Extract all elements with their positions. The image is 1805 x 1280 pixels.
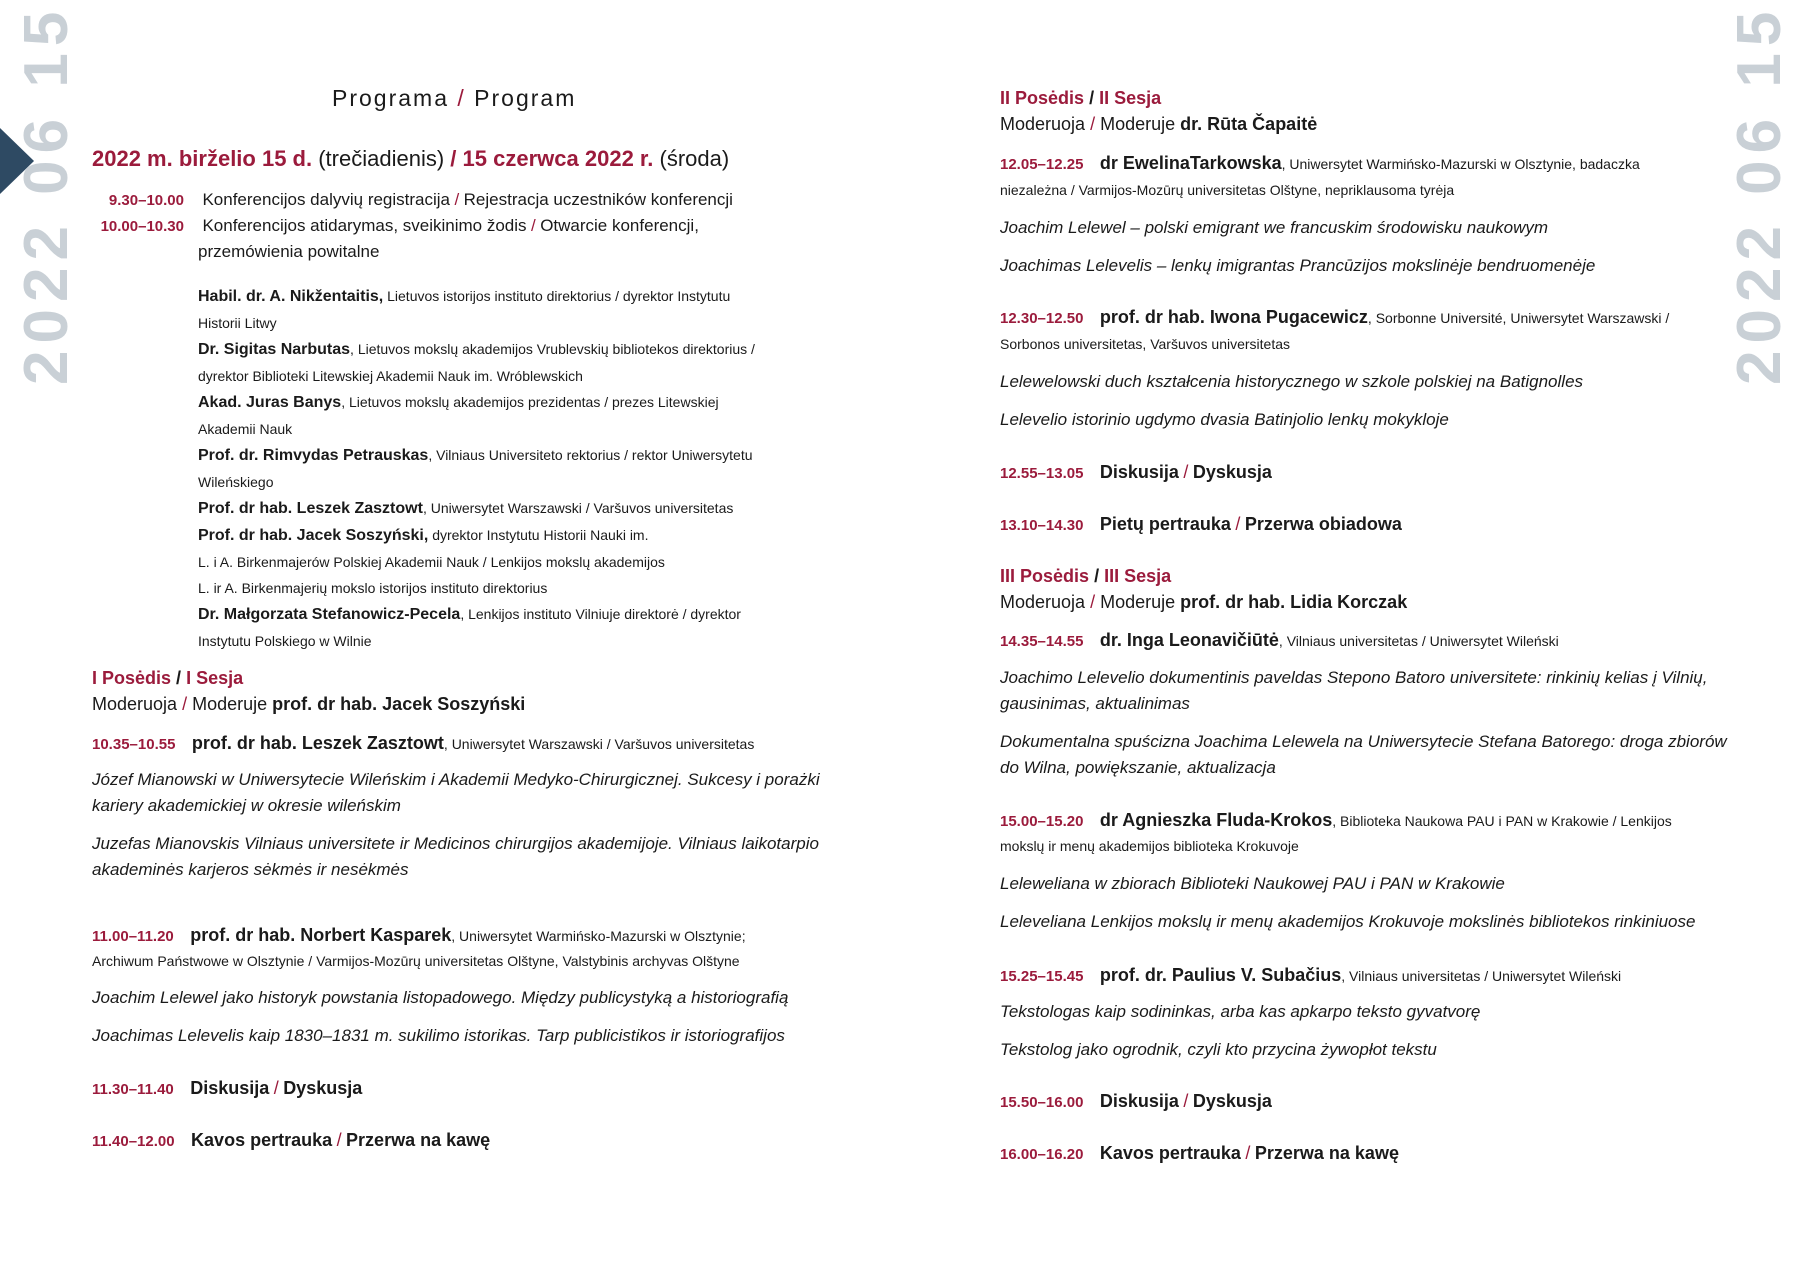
welcomer — [198, 495, 838, 522]
welcomer-role-cont: Wileńskiego — [198, 474, 274, 490]
welcomer-role: Lietuvos istorijos instituto direktorius / dyrektor Instytutu — [383, 288, 731, 304]
speaker-affiliation: , Biblioteka Naukowa PAU i PAN w Krakowie / Lenkijos — [1332, 813, 1672, 829]
separator: / — [1090, 592, 1096, 612]
item-lt: Diskusija — [190, 1078, 270, 1098]
talk-title-lt-cont: akademinės karjeros sėkmės ir nesėkmės — [92, 860, 409, 879]
session-2-moderator — [1000, 114, 1317, 135]
speaker-affiliation-cont: niezależna / Varmijos-Mozūrų universitetas Olštyne, nepriklausoma tyrėja — [1000, 182, 1455, 198]
item-pl: Rejestracja uczestników konferencji — [463, 190, 733, 209]
item-lt: Kavos pertrauka — [191, 1130, 333, 1150]
talk-title-pl: Dokumentalna spuścizna Joachima Lelewela na Uniwersytecie Stefana Batorego: droga zbiorów — [1000, 732, 1727, 751]
date-pl: 15 czerwca 2022 r. — [462, 146, 654, 171]
mod-label-lt: Moderuoja — [1000, 114, 1086, 134]
item-lt: Konferencijos atidarymas, sveikinimo žodis — [202, 216, 527, 235]
talk-row — [92, 733, 754, 754]
day-pl: (środa) — [659, 146, 730, 171]
separator: / — [1183, 1091, 1189, 1111]
welcomer-name: Prof. dr hab. Leszek Zasztowt — [198, 500, 423, 517]
speaker-affiliation: , Sorbonne Université, Uniwersytet Warszawski / — [1367, 310, 1670, 326]
separator: / — [273, 1078, 279, 1098]
talk-row — [1000, 965, 1621, 986]
talk-title-pl: Joachim Lelewel jako historyk powstania listopadowego. Między publicystyką a historiografią — [92, 988, 789, 1007]
separator: / — [1245, 1143, 1251, 1163]
session-lt: II Posėdis — [1000, 88, 1085, 108]
separator: / — [531, 216, 536, 235]
mod-label-pl: Moderuje — [192, 694, 268, 714]
talk-title-pl: Joachim Lelewel – polski emigrant we francuskim środowisku naukowym — [1000, 218, 1549, 237]
welcomer-name: Dr. Sigitas Narbutas — [198, 341, 351, 358]
talk-title-pl: Leleweliana w zbiorach Biblioteki Naukowej PAU i PAN w Krakowie — [1000, 874, 1505, 893]
time-slot: 11.30–11.40 — [92, 1081, 174, 1098]
separator: / — [176, 668, 182, 688]
speaker-name: prof. dr hab. Leszek Zasztowt — [191, 733, 444, 753]
session-3-heading — [1000, 566, 1171, 587]
talk-title-lt: Joachimas Lelevelis – lenkų imigrantas Prancūzijos mokslinėje bendruomenėje — [1000, 256, 1596, 275]
item-pl: Przerwa obiadowa — [1244, 514, 1402, 534]
speaker-name: dr EwelinaTarkowska — [1099, 153, 1282, 173]
session-pl: III Sesja — [1104, 566, 1172, 586]
welcomer — [198, 283, 838, 310]
time-slot: 12.30–12.50 — [1000, 310, 1084, 327]
talk-title-lt: Leleveliana Lenkijos mokslų ir menų akademijos Krokuvoje mokslinės bibliotekos rinkiniuose — [1000, 912, 1696, 931]
vertical-date-right: 2022 06 15 — [1725, 4, 1794, 385]
program-title-lt: Programa — [332, 85, 449, 111]
separator: / — [450, 146, 457, 171]
talk-title-lt: Tekstologas kaip sodininkas, arba kas apkarpo teksto gyvatvorę — [1000, 1002, 1481, 1021]
item-lt: Pietų pertrauka — [1099, 514, 1231, 534]
mod-label-pl: Moderuje — [1100, 592, 1176, 612]
welcomer-role-cont: Instytutu Polskiego w Wilnie — [198, 633, 372, 649]
session-lt: III Posėdis — [1000, 566, 1090, 586]
speaker-name: prof. dr hab. Norbert Kasparek — [190, 925, 452, 945]
welcomer-role-cont: Akademii Nauk — [198, 421, 293, 437]
item-lt: Kavos pertrauka — [1099, 1143, 1241, 1163]
welcomer-role: , Uniwersytet Warszawski / Varšuvos universitetas — [422, 500, 734, 516]
talk-title-pl-cont: kariery akademickiej w okresie wileńskim — [92, 796, 401, 815]
talk-title-pl: Lelewelowski duch kształcenia historycznego w szkole polskiej na Batignolles — [1000, 372, 1584, 391]
speaker-affiliation: , Uniwersytet Warmińsko-Mazurski w Olsztynie, badaczka — [1281, 156, 1640, 172]
time-slot: 13.10–14.30 — [1000, 517, 1084, 534]
time-slot: 11.00–11.20 — [92, 928, 174, 945]
talk-title-lt-cont: gausinimas, aktualinimas — [1000, 694, 1190, 713]
separator: / — [457, 85, 466, 111]
welcome-speakers-list — [198, 283, 838, 654]
separator: / — [336, 1130, 342, 1150]
item-pl: Przerwa na kawę — [346, 1130, 491, 1150]
welcomer — [198, 336, 838, 363]
separator: / — [1089, 88, 1095, 108]
discussion-row — [1000, 1091, 1272, 1112]
session-pl: I Sesja — [186, 668, 244, 688]
session-lt: I Posėdis — [92, 668, 172, 688]
moderator-name: prof. dr hab. Lidia Korczak — [1180, 592, 1408, 612]
welcomer — [198, 389, 838, 416]
moderator-name: dr. Rūta Čapaitė — [1180, 114, 1318, 134]
time-slot: 14.35–14.55 — [1000, 633, 1084, 650]
speaker-affiliation: , Vilniaus universitetas / Uniwersytet Wileński — [1341, 968, 1622, 984]
item-pl: Przerwa na kawę — [1254, 1143, 1399, 1163]
talk-row — [1000, 153, 1640, 174]
session-1-heading — [92, 668, 243, 689]
separator: / — [182, 694, 188, 714]
time-slot: 12.55–13.05 — [1000, 465, 1084, 482]
item-pl: Otwarcie konferencji, — [540, 216, 699, 235]
welcomer-role: , Lietuvos mokslų akademijos Vrublevskių bibliotekos direktorius / — [350, 341, 755, 357]
welcomer — [198, 442, 838, 469]
welcomer-role: , Lenkijos instituto Vilniuje direktorė / dyrektor — [460, 606, 741, 622]
date-lt: 2022 m. birželio 15 d. — [92, 146, 313, 171]
speaker-name: dr Agnieszka Fluda-Krokos — [1099, 810, 1333, 830]
time-slot: 16.00–16.20 — [1000, 1146, 1084, 1163]
talk-title-lt: Joachimo Lelevelio dokumentinis paveldas Stepono Batoro universitete: rinkinių kelias į Vilnių, — [1000, 668, 1708, 687]
welcomer — [198, 522, 838, 549]
welcomer-name: Habil. dr. A. Nikžentaitis, — [198, 288, 384, 305]
session-3-moderator — [1000, 592, 1407, 613]
item-lt: Konferencijos dalyvių registracija — [202, 190, 451, 209]
schedule-row-registration — [92, 190, 733, 210]
item-pl-cont: przemówienia powitalne — [198, 242, 380, 261]
talk-title-lt: Joachimas Lelevelis kaip 1830–1831 m. sukilimo istorikas. Tarp publicistikos ir istoriografijos — [92, 1026, 785, 1045]
welcomer-name: Akad. Juras Banys — [198, 394, 342, 411]
talk-row — [1000, 307, 1669, 328]
program-title-pl: Program — [474, 85, 577, 111]
separator: / — [1094, 566, 1100, 586]
coffee-break-row — [92, 1130, 490, 1151]
welcomer-name: Prof. dr hab. Jacek Soszyński, — [198, 527, 429, 544]
speaker-affiliation: , Uniwersytet Warszawski / Varšuvos universitetas — [443, 736, 755, 752]
speaker-name: prof. dr. Paulius V. Subačius — [1099, 965, 1342, 985]
talk-row — [1000, 630, 1559, 651]
session-1-moderator — [92, 694, 525, 715]
item-pl: Dyskusja — [1192, 1091, 1272, 1111]
time-slot: 15.50–16.00 — [1000, 1094, 1084, 1111]
coffee-break-row — [1000, 1143, 1399, 1164]
time-slot: 15.00–15.20 — [1000, 813, 1084, 830]
welcomer-role-cont: Historii Litwy — [198, 315, 277, 331]
speaker-affiliation-cont: Archiwum Państwowe w Olsztynie / Varmijos-Mozūrų universitetas Olštyne, Valstybinis archyvas Olštyne — [92, 953, 740, 969]
welcomer-name: Prof. dr. Rimvydas Petrauskas — [198, 447, 429, 464]
schedule-row-opening — [92, 216, 699, 236]
time-slot: 15.25–15.45 — [1000, 968, 1084, 985]
lunch-break-row — [1000, 514, 1402, 535]
welcomer-role-cont: L. i A. Birkenmajerów Polskiej Akademii Nauk / Lenkijos mokslų akademijos — [198, 554, 665, 570]
item-pl: Dyskusja — [283, 1078, 363, 1098]
speaker-name: dr. Inga Leonavičiūtė — [1099, 630, 1279, 650]
welcomer-name: Dr. Małgorzata Stefanowicz-Pecela — [198, 606, 461, 623]
talk-title-pl-cont: do Wilna, powiększanie, aktualizacja — [1000, 758, 1276, 777]
welcomer — [198, 601, 838, 628]
time-slot: 10.00–10.30 — [100, 218, 184, 235]
talk-title-lt: Lelevelio istorinio ugdymo dvasia Batinjolio lenkų mokykloje — [1000, 410, 1449, 429]
event-date — [92, 146, 729, 172]
time-slot: 10.35–10.55 — [92, 736, 176, 753]
mod-label-pl: Moderuje — [1100, 114, 1176, 134]
item-lt: Diskusija — [1099, 462, 1179, 482]
program-title — [332, 85, 576, 112]
welcomer-role: dyrektor Instytutu Historii Nauki im. — [428, 527, 649, 543]
talk-title-pl: Tekstolog jako ogrodnik, czyli kto przycina żywopłot tekstu — [1000, 1040, 1437, 1059]
speaker-affiliation-cont: mokslų ir menų akademijos biblioteka Krokuvoje — [1000, 838, 1299, 854]
session-pl: II Sesja — [1099, 88, 1162, 108]
item-lt: Diskusija — [1099, 1091, 1179, 1111]
vertical-date-left: 2022 06 15 — [12, 4, 81, 385]
talk-row — [92, 925, 746, 946]
discussion-row — [1000, 462, 1272, 483]
speaker-affiliation: , Uniwersytet Warmińsko-Mazurski w Olsztynie; — [451, 928, 746, 944]
speaker-name: prof. dr hab. Iwona Pugacewicz — [1099, 307, 1368, 327]
session-2-heading — [1000, 88, 1161, 109]
speaker-affiliation-cont: Sorbonos universitetas, Varšuvos universitetas — [1000, 336, 1290, 352]
time-slot: 11.40–12.00 — [92, 1133, 175, 1150]
talk-title-pl: Józef Mianowski w Uniwersytecie Wileńskim i Akademii Medyko-Chirurgicznej. Sukcesy i porażki — [92, 770, 820, 789]
talk-title-lt: Juzefas Mianovskis Vilniaus universitete ir Medicinos chirurgijos akademijoje. Vilniaus laikotarpio — [92, 834, 819, 853]
separator: / — [1183, 462, 1189, 482]
speaker-affiliation: , Vilniaus universitetas / Uniwersytet Wileński — [1278, 633, 1559, 649]
welcomer-role-cont: L. ir A. Birkenmajerių mokslo istorijos instituto direktorius — [198, 580, 548, 596]
separator: / — [1090, 114, 1096, 134]
welcomer-role-cont: dyrektor Biblioteki Litewskiej Akademii Nauk im. Wróblewskich — [198, 368, 583, 384]
discussion-row — [92, 1078, 362, 1099]
welcomer-role: , Vilniaus Universiteto rektorius / rektor Uniwersytetu — [428, 447, 753, 463]
mod-label-lt: Moderuoja — [92, 694, 178, 714]
time-slot: 9.30–10.00 — [108, 192, 184, 209]
time-slot: 12.05–12.25 — [1000, 156, 1084, 173]
welcomer-role: , Lietuvos mokslų akademijos prezidentas / prezes Litewskiej — [341, 394, 719, 410]
item-pl: Dyskusja — [1192, 462, 1272, 482]
talk-row — [1000, 810, 1672, 831]
separator: / — [1235, 514, 1241, 534]
day-lt: (trečiadienis) — [318, 146, 445, 171]
moderator-name: prof. dr hab. Jacek Soszyński — [272, 694, 526, 714]
separator: / — [454, 190, 460, 209]
mod-label-lt: Moderuoja — [1000, 592, 1086, 612]
